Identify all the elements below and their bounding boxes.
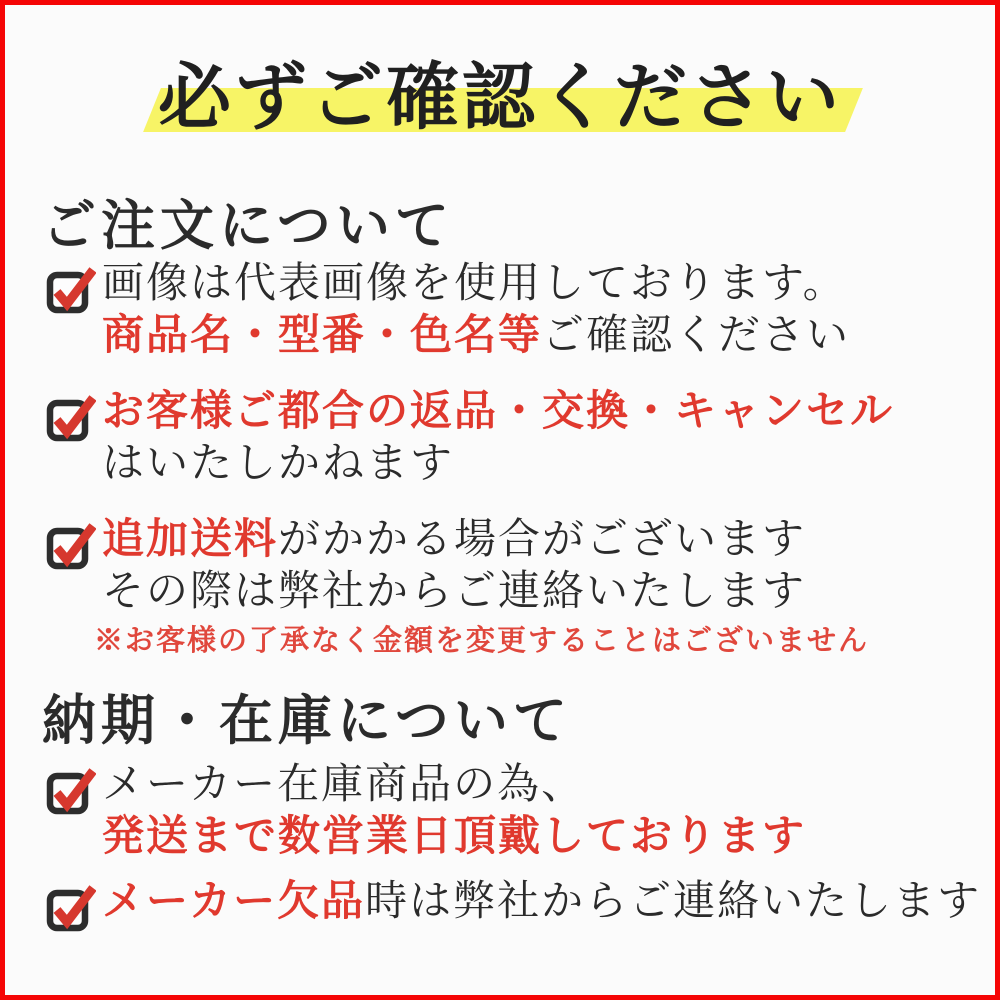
section-heading-stock: 納期・在庫について	[42, 691, 572, 751]
checklist-item-extra-shipping	[46, 514, 869, 658]
item-text-segment: ご確認ください	[542, 313, 851, 359]
item-line	[102, 759, 806, 811]
section-heading-order: ご注文について	[42, 196, 454, 256]
checklist-item-representative-image	[46, 258, 850, 362]
item-text-segment: その際は弊社からご連絡いたします	[102, 569, 807, 615]
red-check-checkbox-icon	[46, 765, 96, 815]
item-text	[102, 759, 806, 863]
item-text-segment-red: 発送まで数営業日頂戴しております	[102, 814, 807, 860]
item-text-segment-red: お客様ご都合の返品・交換・キャンセル	[102, 389, 895, 435]
red-check-checkbox-icon	[46, 520, 96, 570]
item-text-segment: はいたしかねます	[102, 441, 455, 487]
item-line	[102, 876, 981, 928]
item-line	[102, 386, 894, 438]
red-check-checkbox-icon	[46, 392, 96, 442]
item-text	[102, 258, 850, 362]
checklist-item-maker-shortage	[46, 876, 981, 928]
item-text-segment: メーカー在庫商品の為、	[102, 762, 586, 808]
item-line	[102, 438, 894, 490]
red-check-checkbox-icon	[46, 882, 96, 932]
item-line	[102, 566, 869, 618]
item-text-segment-red: 商品名・型番・色名等	[102, 313, 543, 359]
checklist-item-maker-stock	[46, 759, 806, 863]
item-text	[102, 386, 894, 490]
item-text-segment-red: メーカー欠品	[102, 879, 366, 925]
item-text-segment: 時は弊社からご連絡いたします	[365, 879, 982, 925]
item-line	[102, 258, 850, 310]
item-line	[102, 310, 850, 362]
item-line	[102, 514, 869, 566]
red-check-checkbox-icon	[46, 264, 96, 314]
item-text-segment: 画像は代表画像を使用しております。	[102, 261, 847, 307]
item-note: ※お客様の了承なく金額を変更することはございません	[94, 625, 870, 657]
item-line	[102, 811, 806, 863]
item-text	[102, 876, 981, 928]
checklist-item-no-returns	[46, 386, 894, 490]
page-title: 必ずご確認ください	[158, 57, 842, 138]
item-text	[94, 514, 870, 658]
item-text-segment: がかかる場合がございます	[278, 517, 807, 563]
item-text-segment-red: 追加送料	[102, 517, 279, 563]
